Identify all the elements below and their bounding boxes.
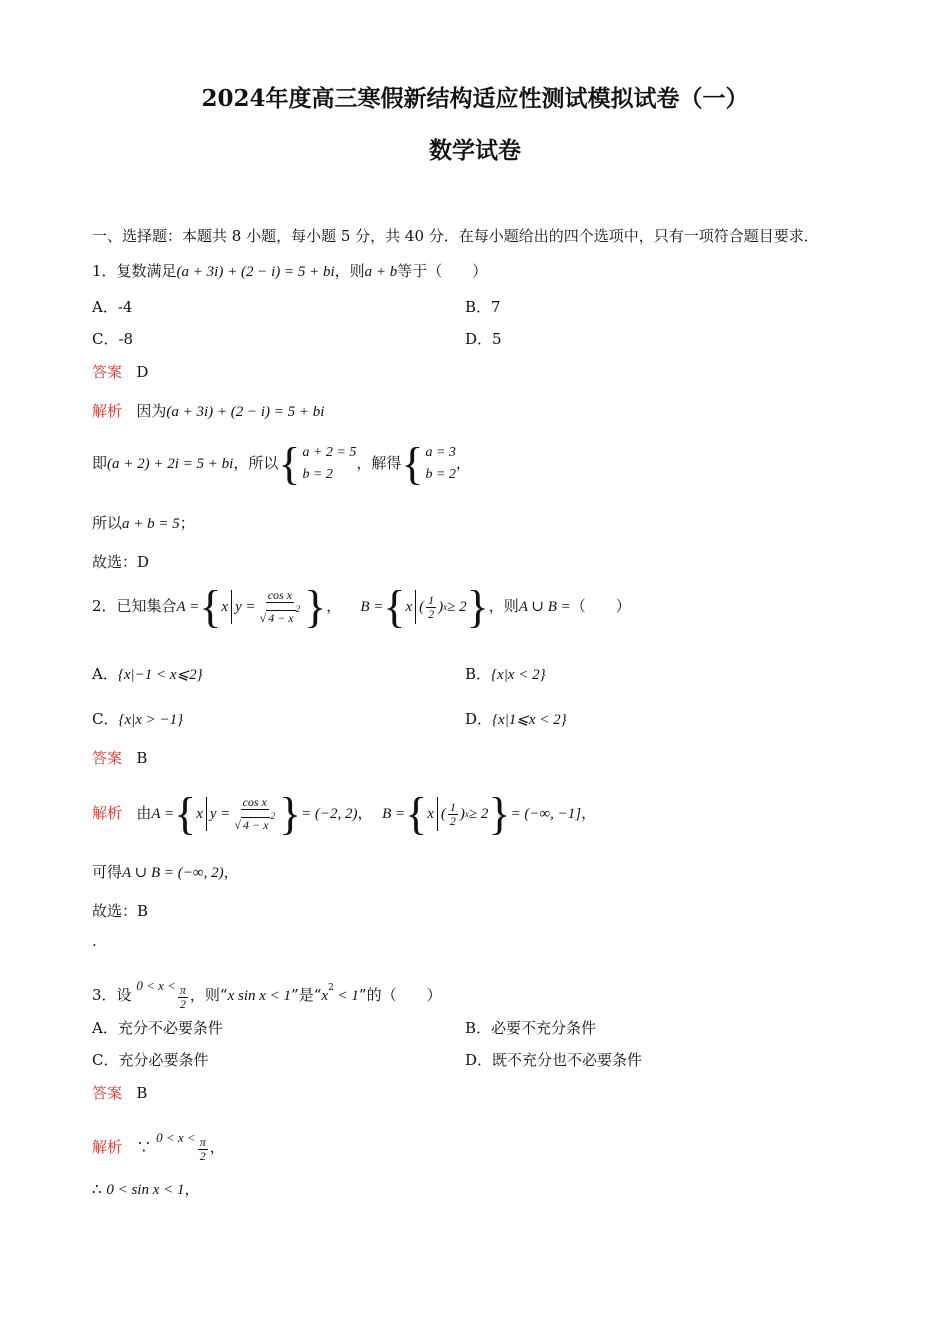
q2-set-b-ge: ≥ 2: [447, 599, 467, 615]
q1-sys1-row-1: a + 2 = 5: [302, 445, 357, 460]
q1-a3-text: 所以: [92, 514, 123, 532]
q2-stem-text: 2．已知集合: [92, 597, 177, 615]
q2-set-b-num: 1: [428, 592, 435, 607]
q2-a1-text: 由: [136, 804, 152, 822]
q2-option-b-label: B．: [465, 665, 492, 683]
q1-analysis-line-4: 故选：D: [92, 553, 150, 571]
q2-a1-comma: ，: [357, 804, 373, 822]
q3-a1-end: ，: [209, 1138, 225, 1156]
q1-answer: [92, 362, 148, 382]
q2-set-a-var: x: [221, 599, 229, 615]
q2-set-a: A = { x y = $\frac{\text{cos x}}{√ 4 - x^2}$ }: [176, 581, 327, 632]
answer-label: 答案: [92, 363, 123, 381]
q1-analysis-math: (a + 3i) + (2 − i) = 5 + bi: [166, 404, 325, 420]
q2-analysis-line-3: 故选：B: [92, 902, 149, 920]
q2-a1-result-b: = (−∞, −1]: [510, 806, 582, 822]
q3-a1-two: 2: [199, 1149, 206, 1163]
q2-option-d-label: D．: [465, 710, 493, 728]
q2-set-b-var: x: [405, 599, 413, 615]
q1-analysis-text: 因为: [136, 402, 167, 420]
answer-label: 答案: [92, 1084, 123, 1102]
section-heading: 一、选择题：本题共 8 小题，每小题 5 分，共 40 分．在每小题给出的四个选项中，只有一项符合题目要求．: [92, 227, 819, 245]
q3-option-c: C．充分必要条件: [92, 1051, 209, 1069]
q2-option-a-label: A．: [92, 665, 118, 683]
q2-trailing-dot: .: [92, 932, 97, 950]
q2-set-b-label: B =: [360, 599, 384, 615]
q2-analysis-set-b-exp: x: [464, 809, 469, 819]
q2-a2-math: A ∪ B = (−∞, 2): [122, 865, 224, 881]
q2-stem-text-3: （ ）: [570, 597, 631, 615]
q3-stem-text-2: ，则“: [189, 986, 228, 1004]
q2-option-a-math: {x|−1 < x⩽2}: [117, 667, 203, 683]
q3-answer-value: B: [136, 1084, 148, 1102]
q2-analysis-set-b-num: 1: [449, 799, 456, 814]
q2-analysis-set-a-var: x: [196, 806, 203, 822]
q2-option-d: [465, 709, 567, 730]
analysis-label: 解析: [92, 804, 123, 822]
question-1-stem: [92, 261, 487, 282]
q2-analysis-line-2: [92, 862, 239, 883]
q1-option-c: C．-8: [92, 330, 134, 348]
q2-a1-end: ，: [581, 804, 597, 822]
q3-a1-condition: 0 < x <: [156, 1130, 196, 1145]
q2-answer: [92, 748, 147, 768]
q1-analysis-line-2: [92, 438, 471, 489]
q1-stem-math: (a + 3i) + (2 − i) = 5 + bi: [176, 264, 335, 280]
q1-a2-text: 即: [92, 454, 108, 472]
q1-option-d: D．5: [465, 330, 502, 348]
q1-sys2-row-1: a = 3: [425, 445, 456, 460]
q2-option-c-label: C．: [92, 710, 119, 728]
q3-option-a: A．充分不必要条件: [92, 1019, 223, 1037]
q1-answer-value: D: [136, 363, 149, 381]
q2-answer-value: B: [136, 749, 148, 767]
q1-stem-text-3: 等于（ ）: [397, 262, 488, 280]
q2-set-a-num: cos x: [267, 588, 293, 602]
q2-set-b-den: 2: [428, 606, 435, 621]
q3-option-b: B．必要不充分条件: [465, 1019, 597, 1037]
q2-stem-text-2: ，则: [488, 597, 519, 615]
q3-math-2: x: [321, 988, 329, 1004]
q1-analysis-line-1: [92, 401, 324, 422]
q2-option-a: [92, 664, 203, 685]
therefore-symbol: ∴: [92, 1180, 102, 1198]
question-2-stem: [92, 581, 631, 632]
q1-a2-text-3: ，解得: [356, 454, 402, 472]
q2-analysis-set-b-ge: ≥ 2: [468, 806, 489, 822]
q2-a2-text: 可得: [92, 863, 123, 881]
q2-set-a-label: A =: [176, 599, 200, 615]
q2-analysis-set-b-den: 2: [449, 813, 456, 828]
q3-a1-pi: π: [199, 1135, 206, 1149]
q3-stem-text-3: ”是“: [291, 986, 322, 1004]
q2-stem-math: A ∪ B =: [518, 599, 571, 615]
q2-set-b: B = { x ( $\frac{1}{2}$ ) x ≥ 2 }: [360, 581, 489, 632]
q1-a3-end: ；: [179, 514, 195, 532]
q2-analysis-set-a-den: 4 − x: [243, 818, 269, 832]
q2-stem-comma: ，: [326, 597, 342, 615]
q2-analysis-set-a-num: cos x: [242, 795, 267, 809]
q2-analysis-set-a: A = { x y = $\frac{\text{cos x}}{√ 4 - x^2}$ }: [151, 788, 302, 839]
q3-a2-end: ，: [184, 1180, 200, 1198]
q3-option-d: D．既不充分也不必要条件: [465, 1051, 643, 1069]
q3-a2-math: 0 < sin x < 1: [106, 1182, 185, 1198]
q1-option-a: A．-4: [92, 298, 133, 316]
q1-system-2: { a = 3 b = 2: [401, 438, 456, 489]
page-title: 2024年度高三寒假新结构适应性测试模拟试卷（一）: [201, 85, 749, 112]
q2-analysis-set-b: B = { x ( $\frac{1}{2}$ ) x ≥ 2 }: [382, 788, 511, 839]
q3-analysis-line-1: [92, 1128, 225, 1163]
q2-analysis-set-b-label: B =: [382, 806, 406, 822]
page-subtitle: 数学试卷: [429, 137, 521, 164]
question-3-stem: 3．设 0 < x < $\frac{\pi}{2}$ ，则“x sin x < 1”是“$x^2 < 1$”的（ ）: [92, 978, 442, 1011]
q2-option-d-math: {x|1⩽x < 2}: [492, 712, 567, 728]
q1-system-1: { a + 2 = 5 b = 2: [278, 438, 357, 489]
q3-condition: 0 < x <: [136, 978, 176, 993]
q2-set-a-den: 4 − x: [268, 611, 294, 625]
q2-analysis-line-1: [92, 788, 597, 839]
q2-a1-result-a: = (−2, 2): [301, 806, 358, 822]
q1-a2-end: ，: [455, 454, 471, 472]
q2-set-a-y: y =: [235, 599, 256, 615]
q3-pi: π: [179, 983, 186, 997]
q1-stem-text-2: ，则: [334, 262, 365, 280]
q2-option-c-math: {x|x > −1}: [118, 712, 184, 728]
q3-math-2b: < 1: [333, 988, 359, 1004]
q2-analysis-set-a-label: A =: [151, 806, 175, 822]
q3-analysis-line-2: [92, 1179, 200, 1200]
q1-a2-text-2: ，所以: [233, 454, 279, 472]
q1-sys1-row-2: b = 2: [302, 467, 333, 482]
q1-stem-math-2: a + b: [364, 264, 398, 280]
q1-analysis-line-3: [92, 513, 195, 534]
q1-a2-math: (a + 2) + 2i = 5 + bi: [107, 456, 234, 472]
q2-a2-end: ，: [223, 863, 239, 881]
answer-label: 答案: [92, 749, 123, 767]
q1-a3-math: a + b = 5: [122, 516, 180, 532]
q3-stem-text: 3．设: [92, 986, 132, 1004]
q1-sys2-row-2: b = 2: [425, 467, 456, 482]
q3-math-1: x sin x < 1: [227, 988, 292, 1004]
because-symbol: ∵: [136, 1138, 152, 1156]
q1-option-b: B．7: [465, 298, 501, 316]
q2-analysis-set-b-var: x: [427, 806, 434, 822]
q2-set-b-exp: x: [443, 602, 448, 612]
analysis-label: 解析: [92, 1138, 123, 1156]
analysis-label: 解析: [92, 402, 123, 420]
q2-option-c: [92, 709, 183, 730]
q2-option-b: [465, 664, 546, 685]
q2-analysis-set-a-y: y =: [209, 806, 231, 822]
q3-stem-text-4: ”的（ ）: [358, 986, 442, 1004]
q3-two: 2: [179, 997, 186, 1011]
q2-option-b-math: {x|x < 2}: [491, 667, 546, 683]
q1-stem-text: 1．复数满足: [92, 262, 177, 280]
q3-answer: [92, 1083, 147, 1103]
